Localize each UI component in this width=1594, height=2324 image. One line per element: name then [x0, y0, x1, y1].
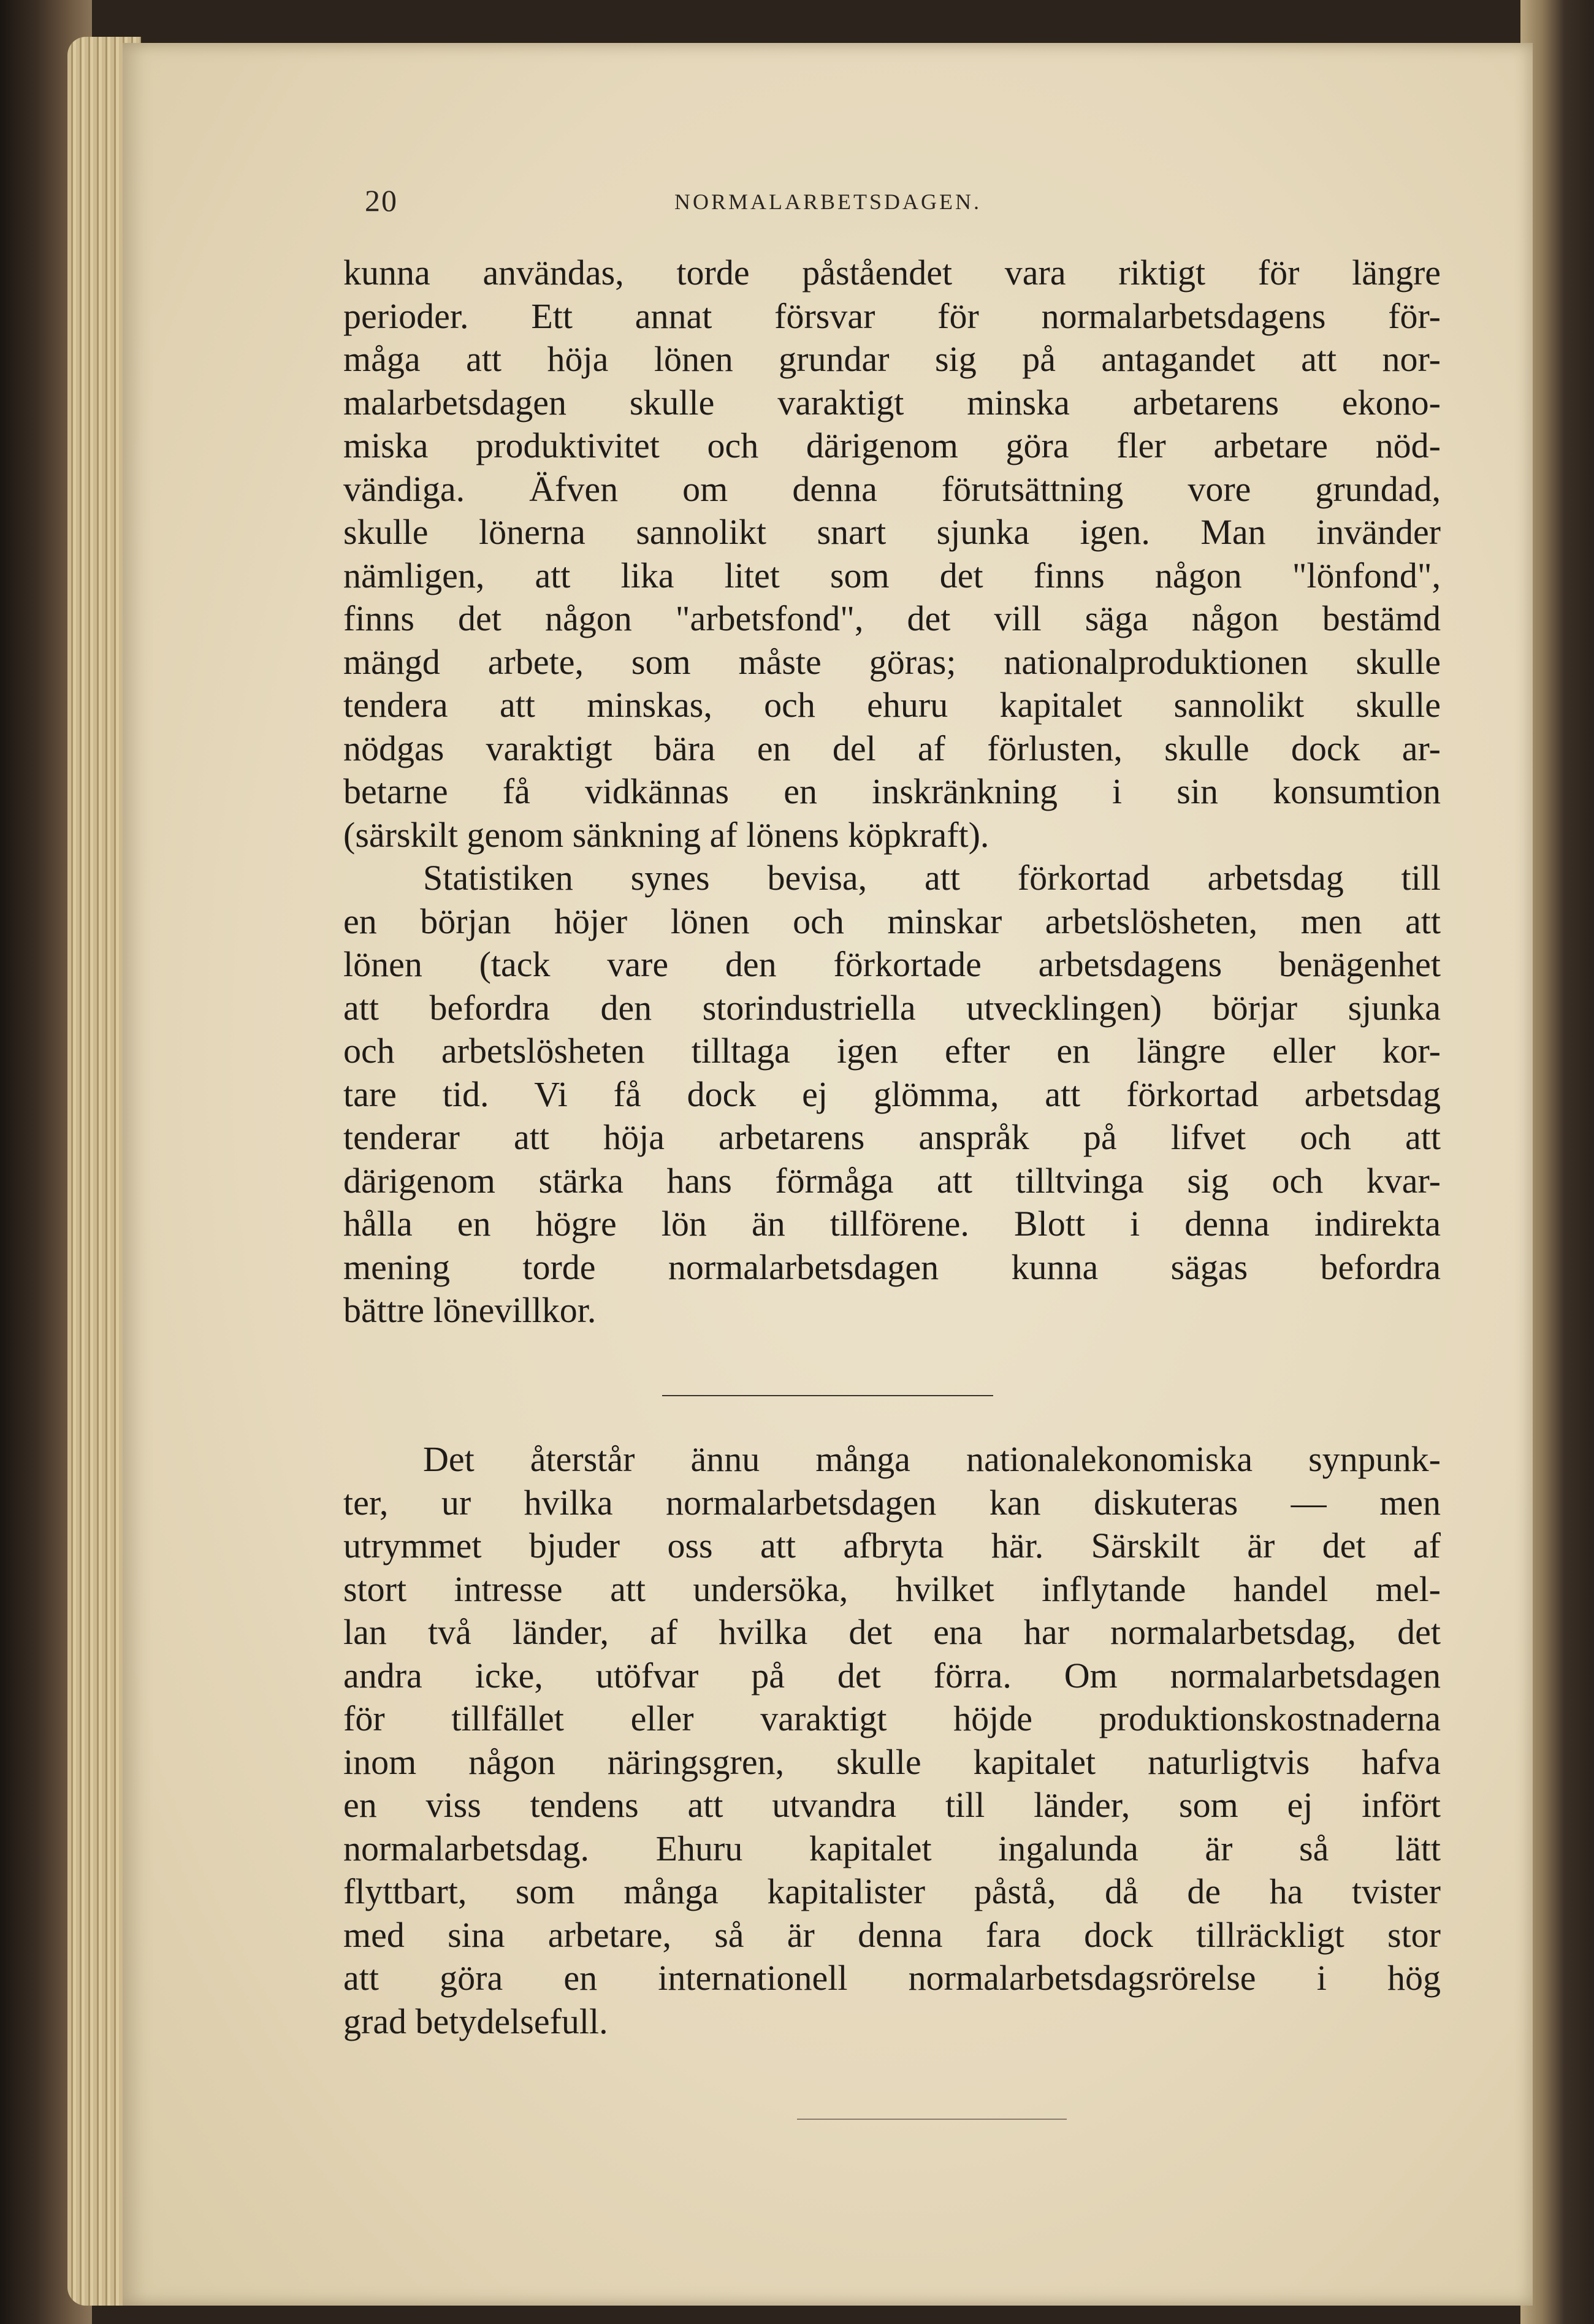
- text-line: lan två länder, af hvilka det ena har normalarbetsdag, det: [343, 1612, 1441, 1652]
- text-line: Statistiken synes bevisa, att förkortad arbetsdag till: [423, 858, 1441, 898]
- text-line: perioder. Ett annat försvar för normalarbetsdagens för-: [343, 296, 1441, 336]
- text-line: normalarbetsdag. Ehuru kapitalet ingalunda är så lätt: [343, 1828, 1441, 1868]
- text-line: Det återstår ännu många nationalekonomiska synpunk-: [423, 1439, 1441, 1479]
- text-line: mängd arbete, som måste göras; nationalproduktionen skulle: [343, 641, 1441, 682]
- paragraph-3: [343, 1438, 1441, 2043]
- text-line: finns det någon "arbetsfond", det vill säga någon bestämd: [343, 598, 1441, 638]
- text-line: flyttbart, som många kapitalister påstå, då de ha tvister: [343, 1871, 1441, 1911]
- text-line: mening torde normalarbetsdagen kunna sägas befordra: [343, 1247, 1441, 1287]
- text-line: tare tid. Vi få dock ej glömma, att förkortad arbetsdag: [343, 1074, 1441, 1114]
- end-divider: [797, 2119, 1067, 2120]
- section-divider: [662, 1395, 993, 1396]
- text-line: bättre lönevillkor.: [343, 1290, 597, 1330]
- running-title: NORMALARBETSDAGEN.: [674, 189, 982, 214]
- text-line: vändiga. Äfven om denna förutsättning vore grundad,: [343, 468, 1441, 509]
- text-line: en början höjer lönen och minskar arbetslösheten, men att: [343, 901, 1441, 941]
- text-line: lönen (tack vare den förkortade arbetsdagens benägenhet: [343, 944, 1441, 984]
- text-line: inom någon näringsgren, skulle kapitalet naturligtvis hafva: [343, 1741, 1441, 1782]
- text-line: ter, ur hvilka normalarbetsdagen kan diskuteras — men: [343, 1482, 1441, 1523]
- text-line: tendera att minskas, och ehuru kapitalet sannolikt skulle: [343, 685, 1441, 725]
- text-line: att göra en internationell normalarbetsdagsrörelse i hög: [343, 1958, 1441, 1998]
- body-text-upper: [343, 251, 1441, 1332]
- text-line: nödgas varaktigt bära en del af förlusten, skulle dock ar-: [343, 728, 1441, 768]
- text-line: grad betydelsefull.: [343, 2001, 608, 2041]
- page-number: 20: [365, 183, 398, 218]
- text-line: utrymmet bjuder oss att afbryta här. Särskilt är det af: [343, 1526, 1441, 1565]
- text-line: skulle lönerna sannolikt snart sjunka igen. Man invänder: [343, 512, 1441, 552]
- text-line: andra icke, utöfvar på det förra. Om normalarbetsdagen: [343, 1655, 1441, 1695]
- text-line: att befordra den storindustriella utvecklingen) börjar sjunka: [343, 987, 1441, 1028]
- text-line: stort intresse att undersöka, hvilket inflytande handel mel-: [343, 1569, 1441, 1609]
- body-text-lower: [343, 1438, 1441, 2043]
- text-line: hålla en högre lön än tillförene. Blott i denna indirekta: [343, 1204, 1441, 1244]
- text-line: för tillfället eller varaktigt höjde produktionskostnaderna: [343, 1699, 1441, 1738]
- paragraph-1: [343, 251, 1441, 857]
- text-line: (särskilt genom sänkning af lönens köpkraft).: [343, 814, 990, 855]
- text-line: miska produktivitet och därigenom göra fler arbetare nöd-: [343, 426, 1441, 465]
- running-head: [233, 178, 1459, 227]
- text-line: en viss tendens att utvandra till länder, som ej infört: [343, 1785, 1441, 1825]
- text-line: kunna användas, torde påståendet vara riktigt för längre: [343, 253, 1441, 292]
- text-line: nämligen, att lika litet som det finns någon "lönfond",: [343, 555, 1441, 595]
- text-line: därigenom stärka hans förmåga att tilltvinga sig och kvar-: [343, 1160, 1441, 1201]
- text-line: betarne få vidkännas en inskränkning i sin konsumtion: [343, 771, 1441, 811]
- text-line: med sina arbetare, så är denna fara dock tillräckligt stor: [343, 1914, 1441, 1955]
- paragraph-2: [343, 857, 1441, 1332]
- text-line: och arbetslösheten tilltaga igen efter en längre eller kor-: [343, 1031, 1441, 1071]
- text-line: malarbetsdagen skulle varaktigt minska arbetarens ekono-: [343, 382, 1441, 422]
- text-line: tenderar att höja arbetarens anspråk på lifvet och att: [343, 1117, 1441, 1157]
- text-line: måga att höja lönen grundar sig på antagandet att nor-: [343, 339, 1441, 379]
